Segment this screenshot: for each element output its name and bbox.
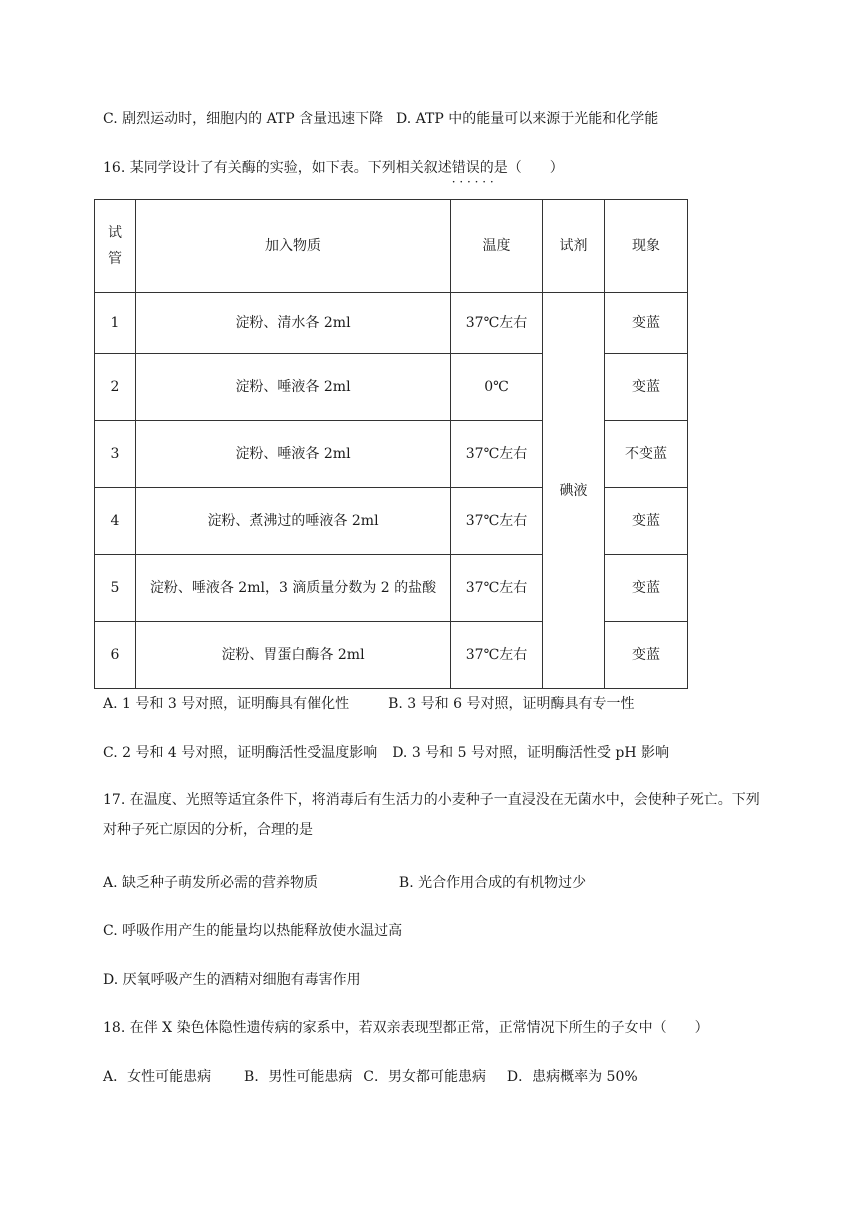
cell-substance: 淀粉、唾液各 2ml (136, 421, 451, 488)
q15-options-cd (103, 109, 658, 129)
header-reagent: 试剂 (543, 200, 605, 293)
header-tube: 试 管 (95, 200, 136, 293)
q15-option-d: D. ATP 中的能量可以来源于光能和化学能 (396, 111, 659, 127)
q18-option-a: A．女性可能患病 (103, 1069, 212, 1085)
q17-stem: 17. 在温度、光照等适宜条件下，将消毒后有生活力的小麦种子一直浸没在无菌水中，会使种子死亡。下列对种子死亡原因的分析，合理的是 (103, 792, 760, 838)
cell-phenomenon: 变蓝 (605, 354, 688, 421)
cell-substance: 淀粉、唾液各 2ml，3 滴质量分数为 2 的盐酸 (136, 555, 451, 622)
cell-tube: 1 (95, 293, 136, 354)
cell-tube: 2 (95, 354, 136, 421)
q16-options-cd (103, 743, 669, 763)
q16-stem (103, 158, 564, 178)
cell-temperature: 37℃左右 (451, 555, 543, 622)
header-substance: 加入物质 (136, 200, 451, 293)
q16-option-b: B. 3 号和 6 号对照，证明酶具有专一性 (388, 696, 635, 712)
cell-temperature: 37℃左右 (451, 488, 543, 555)
cell-substance: 淀粉、煮沸过的唾液各 2ml (136, 488, 451, 555)
q18-option-c: C．男女都可能患病 (363, 1069, 486, 1085)
q17-option-c: C. 呼吸作用产生的能量均以热能释放使水温过高 (103, 923, 403, 939)
experiment-table (94, 199, 688, 689)
q17-options-ab (103, 873, 586, 893)
cell-tube: 4 (95, 488, 136, 555)
cell-temperature: 37℃左右 (451, 622, 543, 689)
cell-phenomenon: 不变蓝 (605, 421, 688, 488)
q15-option-c: C. 剧烈运动时，细胞内的 ATP 含量迅速下降 (103, 111, 384, 127)
header-temperature: 温度 (451, 200, 543, 293)
q16-stem-emphasis: 错误的是 · · · (452, 160, 508, 176)
cell-phenomenon: 变蓝 (605, 293, 688, 354)
cell-tube: 3 (95, 421, 136, 488)
cell-temperature: 37℃左右 (451, 421, 543, 488)
q18-option-d: D．患病概率为 50% (506, 1069, 638, 1085)
cell-temperature: 37℃左右 (451, 293, 543, 354)
cell-tube: 6 (95, 622, 136, 689)
q17-option-d: D. 厌氧呼吸产生的酒精对细胞有毒害作用 (103, 972, 361, 988)
cell-phenomenon: 变蓝 (605, 555, 688, 622)
cell-substance: 淀粉、清水各 2ml (136, 293, 451, 354)
cell-substance: 淀粉、唾液各 2ml (136, 354, 451, 421)
q16-stem-text: 16. 某同学设计了有关酶的实验，如下表。下列相关叙述 (103, 160, 452, 176)
q17-option-a: A. 缺乏种子萌发所必需的营养物质 (103, 875, 319, 891)
q16-option-d: D. 3 号和 5 号对照，证明酶活性受 pH 影响 (392, 745, 670, 761)
q18-options (103, 1067, 638, 1087)
cell-reagent: 碘液 (543, 293, 605, 689)
q18-stem: 18. 在伴 X 染色体隐性遗传病的家系中，若双亲表现型都正常，正常情况下所生的子女中（ ） (103, 1020, 709, 1036)
q18-option-b: B．男性可能患病 (244, 1069, 353, 1085)
cell-tube: 5 (95, 555, 136, 622)
q16-stem-paren: （ ） (507, 160, 564, 176)
q16-option-a: A. 1 号和 3 号对照，证明酶具有催化性 (103, 696, 350, 712)
table-row (95, 293, 688, 354)
cell-substance: 淀粉、胃蛋白酶各 2ml (136, 622, 451, 689)
cell-phenomenon: 变蓝 (605, 488, 688, 555)
cell-temperature: 0℃ (451, 354, 543, 421)
header-phenomenon: 现象 (605, 200, 688, 293)
table-header-row (95, 200, 688, 293)
cell-phenomenon: 变蓝 (605, 622, 688, 689)
q16-option-c: C. 2 号和 4 号对照，证明酶活性受温度影响 (103, 745, 378, 761)
q16-options-ab (103, 694, 634, 714)
q17-option-b: B. 光合作用合成的有机物过少 (398, 875, 587, 891)
